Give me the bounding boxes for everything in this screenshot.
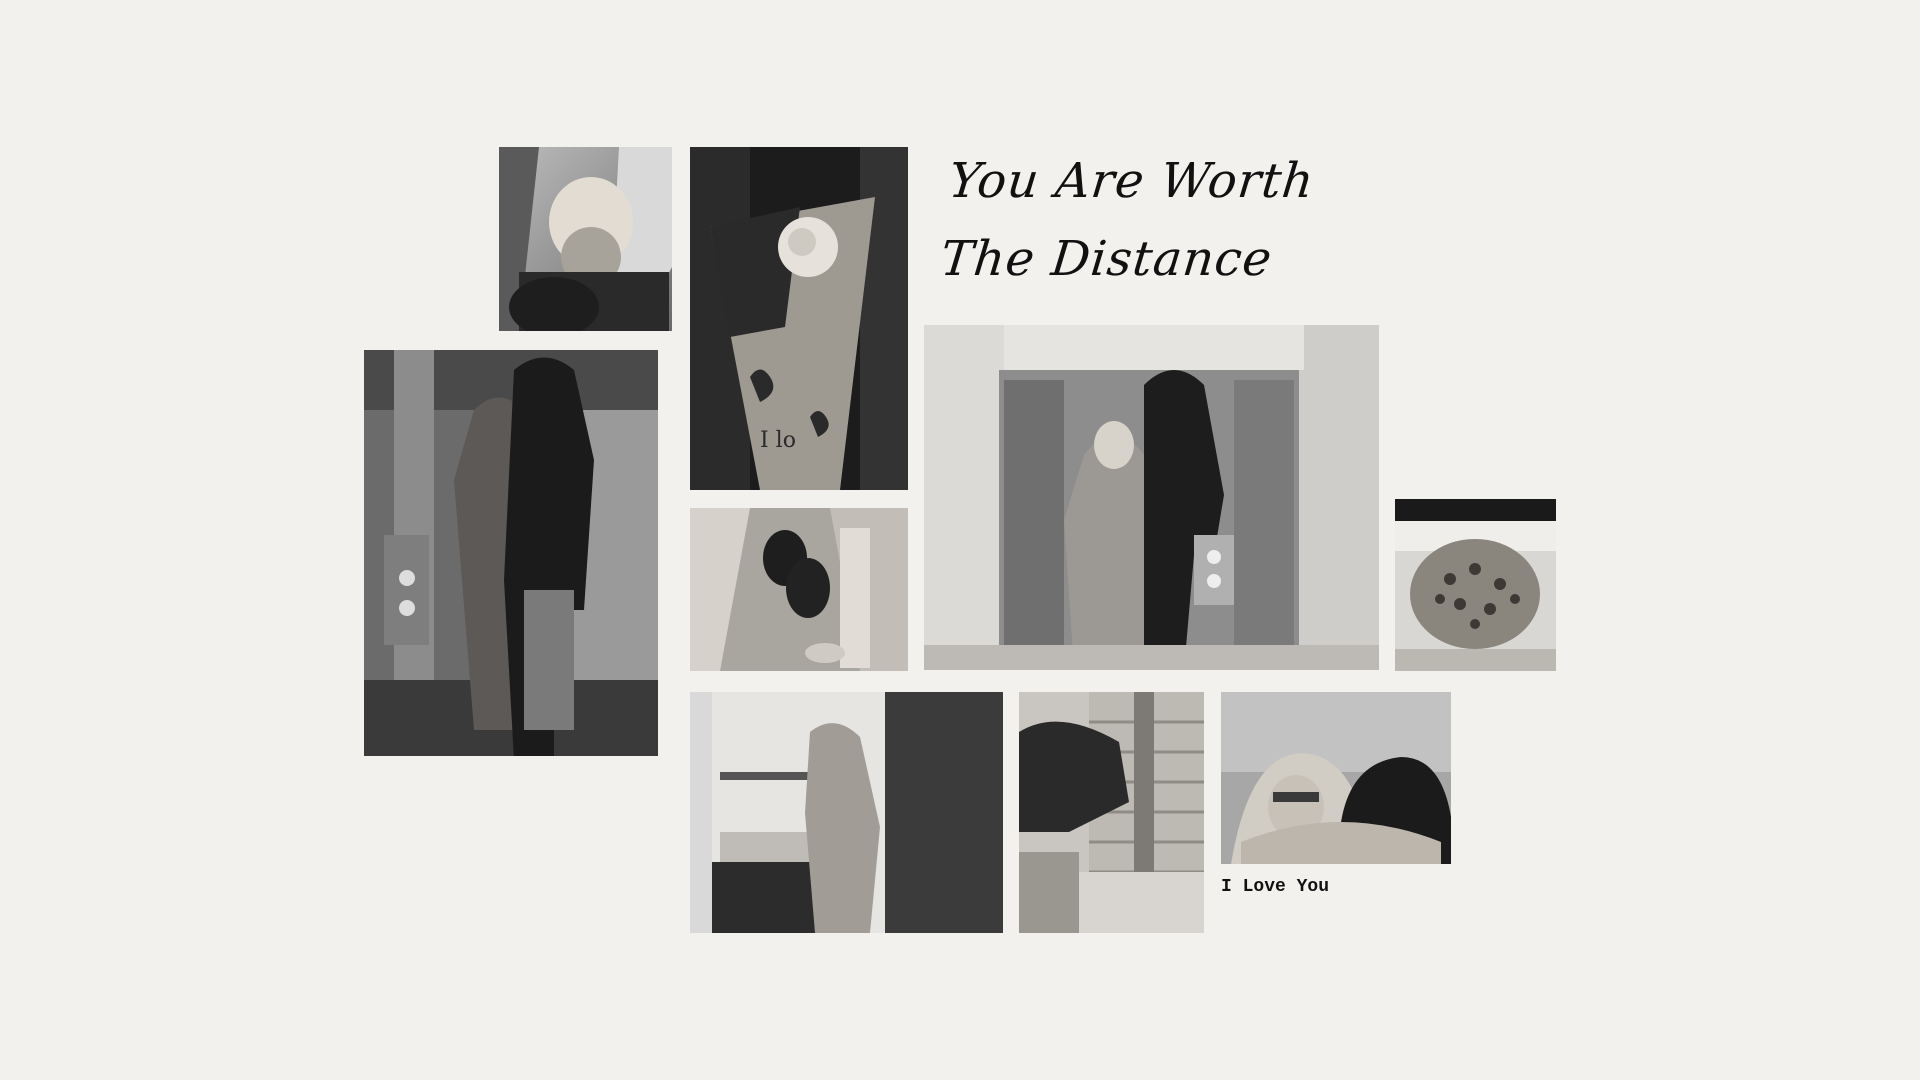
caption: I Love You — [1221, 877, 1330, 897]
photo-couple-elevator-mirror — [924, 325, 1379, 670]
photo-couple-elevator-left — [364, 350, 658, 756]
headline: You Are Worth The Distance — [937, 153, 1318, 287]
photo-stairs — [1019, 692, 1204, 933]
photo-pizza-bed — [1395, 499, 1556, 671]
photo-shoes-floor — [690, 508, 908, 671]
svg-text:I lo: I lo — [760, 428, 796, 453]
photo-kitchen — [690, 692, 1003, 933]
photo-rose-bouquet — [690, 147, 908, 490]
photo-boy-escalator — [499, 147, 672, 331]
photo-hooded-selfie — [1221, 692, 1451, 864]
